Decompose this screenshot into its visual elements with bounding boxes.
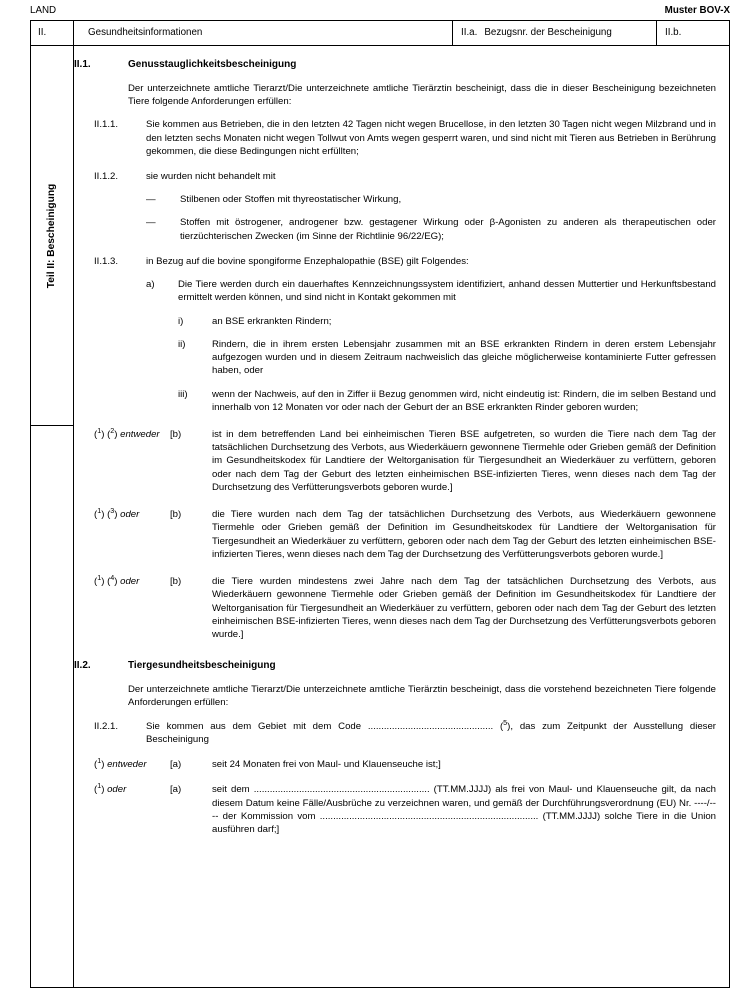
subitem-text: Die Tiere werden durch ein dauerhaftes Kennzeichnungssystem identifiziert, anhand dessen Muttertier und Herkunftsbestand ermittelt werden können, und sind nicht in Kontakt gekommen mit xyxy=(178,279,716,304)
option-text: die Tiere wurden mindestens zwei Jahre nach dem Tag der tatsächlichen Durchsetzung des Verbots, aus Wiederkäuern gewonnene Tiermehle oder Grieben gemäß der Definition im Gesundheitskodex für Landtiere der Weltorganisation für Tiergesundheit an Wiederkäuer zu verfüttern, geboren oder nach dem Tag der Geburt des letzten einheimischen BSE-infizierten Tieres, wenn dieses nach dem Tag der Durchsetzung des Verfütterungsverbots geboren wurde.] xyxy=(212,576,716,641)
option-bse-entweder xyxy=(94,425,716,494)
option-keyword: oder xyxy=(120,509,140,521)
section-number: II.1. xyxy=(74,59,91,70)
side-tab-label: Teil II: Bescheinigung xyxy=(45,183,57,288)
roman-marker: ii) xyxy=(178,338,186,350)
certificate-reference-label: Bezugsnr. der Bescheinigung xyxy=(484,26,612,38)
section-title: Genusstauglichkeitsbescheinigung xyxy=(128,59,297,70)
clause-roman-item xyxy=(178,315,716,328)
roman-marker: iii) xyxy=(178,388,188,400)
clause-number: II.1.3. xyxy=(94,255,118,267)
clause-ii-1-2 xyxy=(94,170,716,183)
option-bracket: [b) xyxy=(170,429,182,441)
clause-roman-item xyxy=(178,338,716,378)
option-text: seit 24 Monaten frei von Maul- und Klauenseuche ist;] xyxy=(212,759,441,771)
clause-number: II.1.1. xyxy=(94,119,118,131)
clause-ii-1-3 xyxy=(94,255,716,268)
option-text: die Tiere wurden nach dem Tag der tatsächlichen Durchsetzung des Verbots, aus Wiederkäuern gewonnene Tiermehle oder Grieben gemäß der Definition im Gesundheitskodex für Landtiere der Weltorganisation für Tiergesundheit an Wiederkäuer zu verfüttern, geboren oder nach dem Tag der Geburt des letzten einheimischen BSE-infizierten Tieres, wenn dieses nach dem Tag der Durchsetzung des Verfütterungsverbots geboren wurde.] xyxy=(212,509,716,560)
clause-text: Sie kommen aus dem Gebiet mit dem Code ............................................... ($^5$), das zum Zeitpunkt der Ausstellung dieser Bescheinigung xyxy=(146,717,716,745)
dash-text: Stilbenen oder Stoffen mit thyreostatischer Wirkung, xyxy=(180,194,402,206)
option-bracket: [a) xyxy=(170,784,182,796)
option-text: seit dem .................................................................. (TT.MM.JJJJ) als frei von Maul- und Klauenseuche gilt, da nach diesem Datum keine Fälle/Ausbrüche zu verzeichnen waren, und gemäß der Durchführungsverordnung (EU) Nr. ----/---- der Kommission vom .................................................................................. (TT.MM.JJJJ) solche Tiere in die Union ausführen darf;] xyxy=(212,784,716,835)
section-intro: Der unterzeichnete amtliche Tierarzt/Die unterzeichnete amtliche Tierärztin bescheinigt, dass die vorstehend bezeichneten Tiere folgende Anforderungen erfüllen: xyxy=(128,684,716,709)
option-bracket: [b) xyxy=(170,509,182,521)
side-tab xyxy=(30,46,74,426)
clause-text: in Bezug auf die bovine spongiforme Enzephalopathie (BSE) gilt Folgendes: xyxy=(146,255,469,267)
clause-text: sie wurden nicht behandelt mit xyxy=(146,170,276,182)
option-marker: ($^1$) entweder xyxy=(94,755,147,771)
section-title-cell: Gesundheitsinformationen xyxy=(74,20,453,45)
option-marker: ($^1$) oder xyxy=(94,781,127,796)
clause-number: II.2.1. xyxy=(94,720,118,732)
roman-marker: i) xyxy=(178,315,184,327)
option-marker: ($^1$) ($^4$) oder xyxy=(94,572,140,588)
option-text: ist in dem betreffenden Land bei einheimischen Tieren BSE aufgetreten, so wurden die Tiere nach dem Tag der tatsächlichen Durchsetzung des Verbots, aus Wiederkäuern gewonnene Tiermehle oder Grieben gemäß der Definition im Gesundheitskodex für Landtiere der Weltorganisation für Tiergesundheit an Wiederkäuer zu verfüttern, geboren oder nach dem Tag der Geburt des letzten einheimischen BSE-infizierten Tieres, wenn dieses nach dem Tag der Durchsetzung des Verfütterungsverbots geboren wurde.] xyxy=(212,429,716,493)
dash-text: Stoffen mit östrogener, androgener bzw. gestagener Wirkung oder β-Agonisten zu anderen als therapeutischen oder tierzüchterischen Zwecken (im Sinne der Richtlinie 96/22/EG); xyxy=(180,217,716,242)
option-fmd-oder xyxy=(94,783,716,836)
local-reference-cell: II.b. xyxy=(665,26,682,38)
clause-dash-item xyxy=(146,193,716,206)
clause-subitem-a xyxy=(146,278,716,304)
option-keyword: oder xyxy=(120,576,140,588)
model-code-label: Muster BOV-X xyxy=(664,5,730,16)
subitem-marker: a) xyxy=(146,279,155,291)
option-bracket: [b) xyxy=(170,576,182,588)
clause-text: Sie kommen aus Betrieben, die in den letzten 42 Tagen nicht wegen Brucellose, in den letzten 30 Tagen nicht wegen Milzbrand und in den letzten sechs Monaten nicht wegen Tollwut von Amts wegen gesperrt waren, und sind nicht mit Tieren aus Betrieben in Berührung gekommen, die diese Bedingungen nicht erfüllten; xyxy=(146,119,716,157)
section-heading xyxy=(74,659,716,673)
option-bse-oder-2 xyxy=(94,572,716,641)
certificate-reference-cell xyxy=(453,20,657,45)
section-title: Tiergesundheitsbescheinigung xyxy=(128,660,276,672)
option-keyword: entweder xyxy=(107,759,147,771)
option-bse-oder-1 xyxy=(94,508,716,561)
clause-ii-1-1 xyxy=(94,118,716,158)
dash-marker: — xyxy=(146,194,156,206)
option-marker: ($^1$) ($^2$) entweder xyxy=(94,425,160,441)
clause-roman-item xyxy=(178,388,716,414)
certificate-reference-number: II.a. xyxy=(461,26,478,38)
section-intro: Der unterzeichnete amtliche Tierarzt/Die unterzeichnete amtliche Tierärztin bescheinigt, dass die in dieser Bescheinigung bezeichneten Tiere folgende Anforderungen erfüllen: xyxy=(128,82,716,108)
option-fmd-entweder xyxy=(94,755,716,771)
certificate-header-band xyxy=(30,20,730,46)
clause-dash-item xyxy=(146,216,716,242)
section-number: II.2. xyxy=(74,660,91,672)
clause-number: II.1.2. xyxy=(94,170,118,182)
country-label: LAND xyxy=(30,5,57,16)
option-keyword: oder xyxy=(107,784,127,796)
option-keyword: entweder xyxy=(120,429,160,441)
option-bracket: [a) xyxy=(170,759,182,771)
section-heading xyxy=(74,58,716,72)
page-header xyxy=(30,4,730,18)
clause-ii-2-1 xyxy=(94,717,716,746)
roman-text: Rindern, die in ihrem ersten Lebensjahr zusammen mit an BSE erkrankten Rindern in deren erstem Lebensjahr aufgezogen wurden und in diesem Zeitraum nachweislich das gleiche möglicherweise kontaminierte Futter gefressen haben, oder xyxy=(212,338,716,377)
roman-text: an BSE erkrankten Rindern; xyxy=(212,315,332,327)
dash-marker: — xyxy=(146,217,156,229)
option-marker: ($^1$) ($^3$) oder xyxy=(94,506,140,521)
certificate-content xyxy=(74,46,730,988)
roman-text: wenn der Nachweis, auf den in Ziffer ii Bezug genommen wird, nicht eindeutig ist: Rindern, die im selben Bestand und innerhalb von 12 Monaten vor oder nach der Geburt der an BSE erkrankten Rinder geboren wurden; xyxy=(212,388,716,413)
section-number-cell: II. xyxy=(30,20,74,45)
